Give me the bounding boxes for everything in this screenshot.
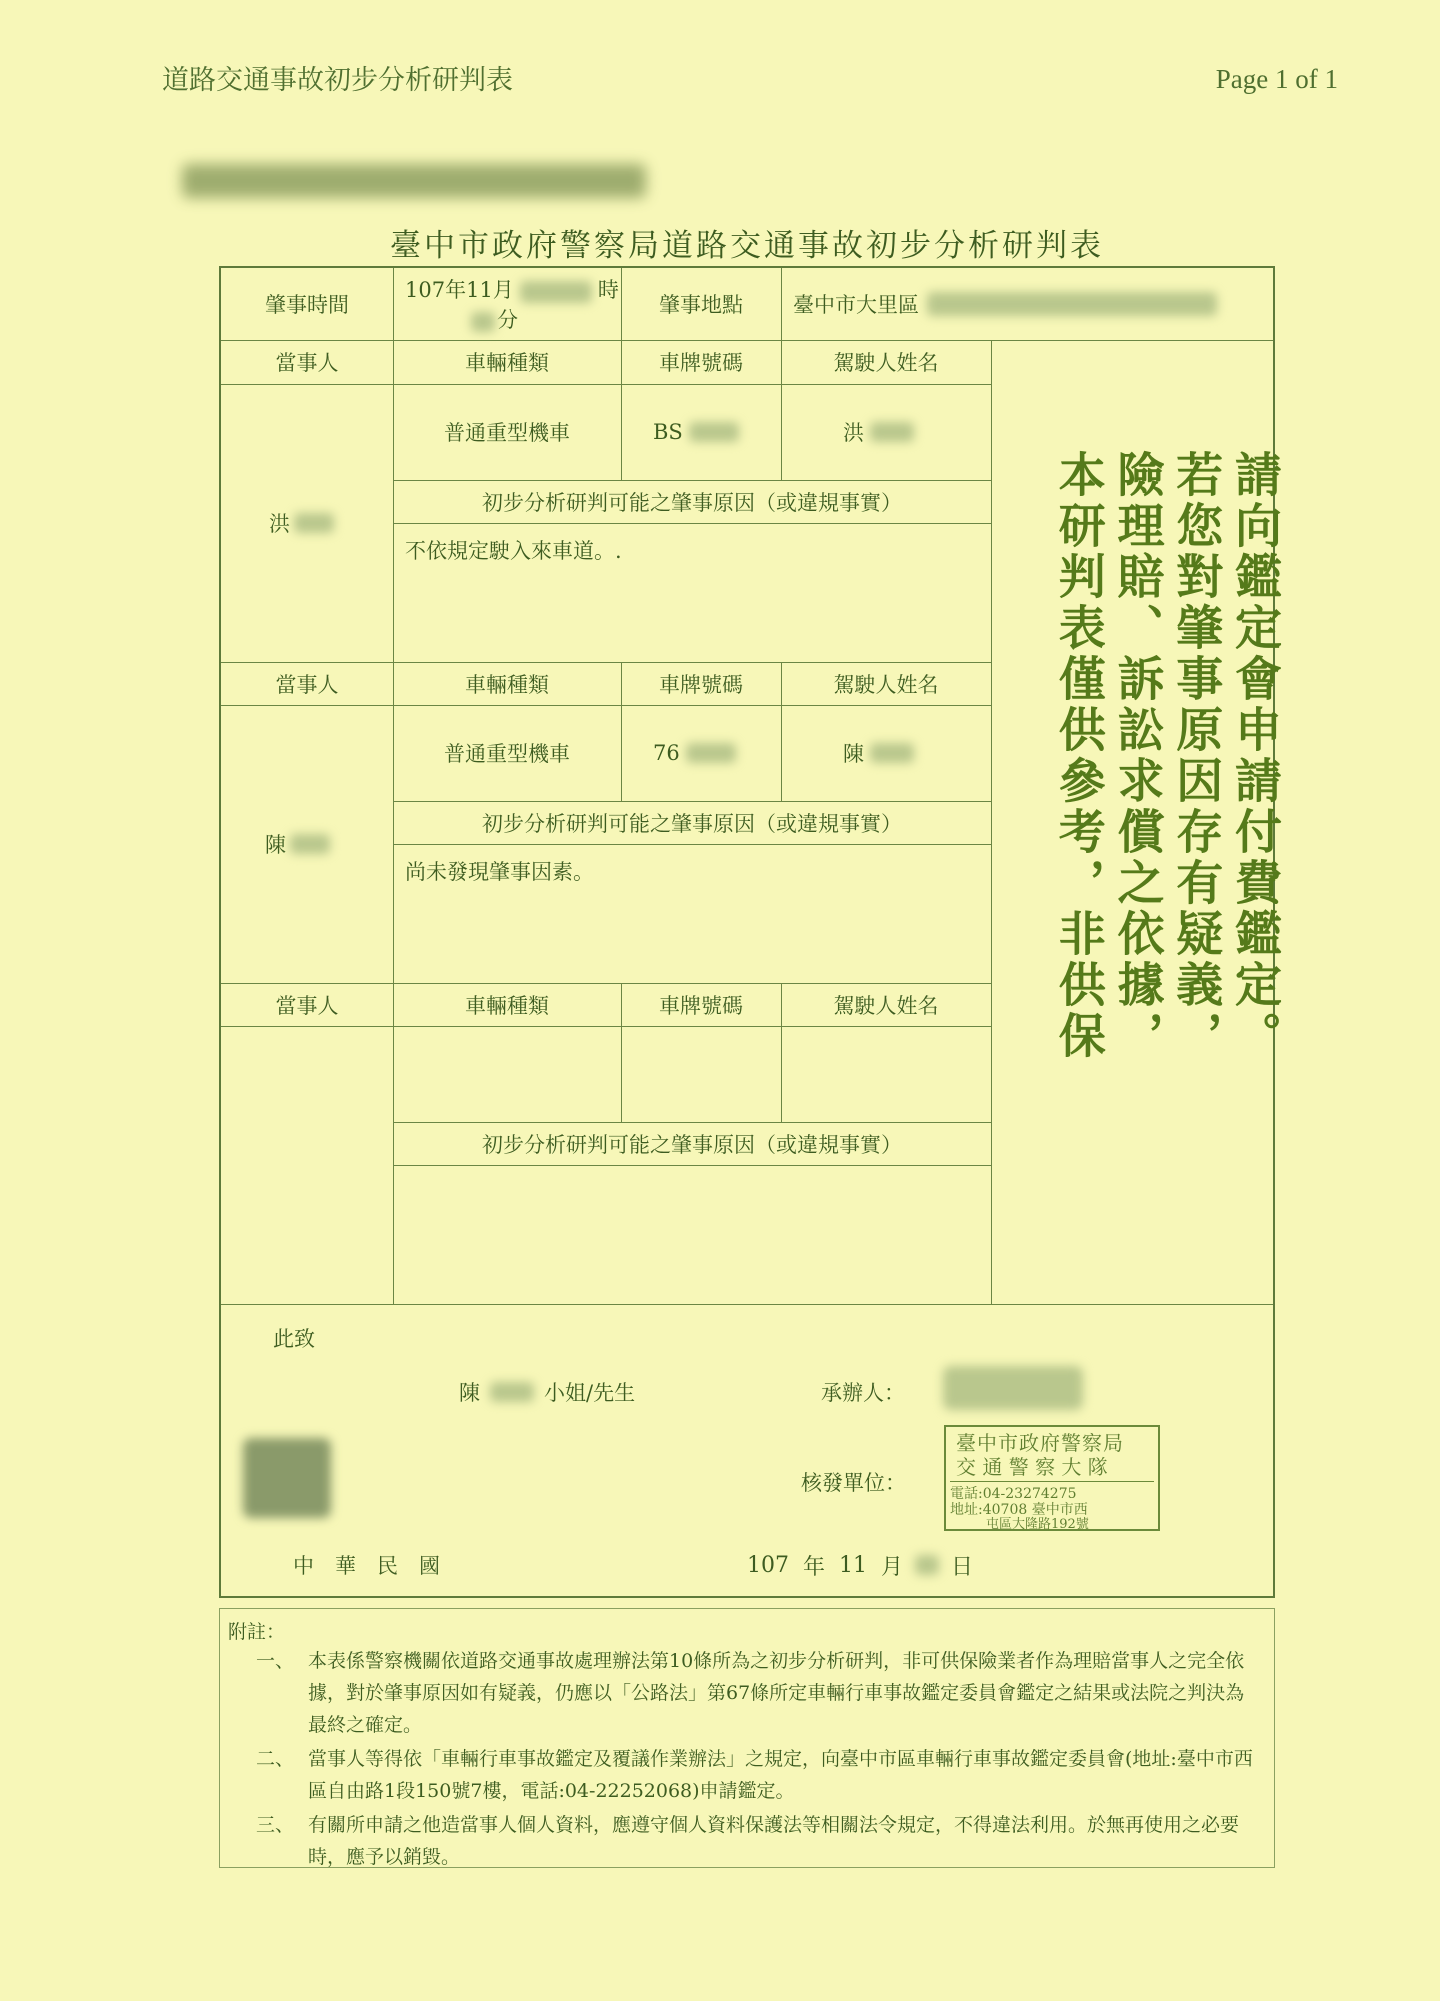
handler-signature [943,1366,1083,1410]
location-value [781,268,1273,340]
note-item: 三、 有關所申請之他造當事人個人資料，應遵守個人資料保護法等相關法令規定，不得違法利用。於無再使用之必要時，應予以銷毀。 [256,1814,1240,1868]
time-value [393,268,621,340]
row-line [221,1304,1273,1305]
row-line [221,1026,991,1027]
col-line [991,340,992,1304]
closing-greeting: 此致 [273,1327,315,1351]
driver-label: 駕駛人姓名 [833,351,939,375]
official-stamp: 臺中市政府警察局 交 通 警 察 大 隊 電話:04-23274275 地址:40708 臺中市西 屯區大隆路192號 [944,1425,1160,1531]
party-name: 陳 [221,705,393,983]
footnotes [219,1608,1275,1868]
party-label: 當事人 [275,351,339,375]
time-label: 肇事時間 [265,293,349,317]
date-country: 中 華 民 國 [293,1554,440,1578]
driver-value: 陳 [781,705,991,801]
vertical-notice [1048,450,1283,1210]
form-title: 臺中市政府警察局道路交通事故初步分析研判表 [390,228,1104,264]
plate-label: 車牌號碼 [659,672,743,697]
handler-label: 承辦人： [821,1381,905,1405]
notice-column: 請向鑑定會申請付費鑑定。 [1227,450,1282,1062]
driver-value: 洪 [781,384,991,480]
cause-label: 初步分析研判可能之肇事原因（或違規事實） [482,811,902,836]
vehicle-type-label: 車輛種類 [465,351,549,375]
redacted-line [182,164,646,198]
time-date: 107年11月 [405,278,514,302]
driver-label: 駕駛人姓名 [833,672,939,697]
note-item: 二、 當事人等得依「車輛行車事故鑑定及覆議作業辦法」之規定，向臺中市區車輛行車事故鑑定委員會(地址:臺中市西區自由路1段150號7樓，電話:04-22252068)申請鑑定。 [256,1748,1253,1802]
notice-column: 若您對肇事原因存有疑義， [1168,450,1224,1062]
notice-column: 本研判表僅供參考，非供保 [1050,450,1106,1062]
plate-value: 76 [621,705,781,801]
cause-value: 不依規定駛入來車道。. [405,539,622,563]
party-name: 洪 [221,384,393,662]
time-minute-unit: 分 [497,308,518,332]
recipient: 陳 小姐/先生 [459,1381,636,1405]
vehicle-type-label: 車輛種類 [465,993,549,1018]
cause-label: 初步分析研判可能之肇事原因（或違規事實） [482,490,902,515]
driver-label: 駕駛人姓名 [833,993,939,1018]
location-district: 臺中市大里區 [793,293,919,317]
party-label: 當事人 [275,993,339,1018]
plate-label: 車牌號碼 [659,993,743,1018]
row-line [393,1165,991,1166]
party-label: 當事人 [275,672,339,697]
location-label: 肇事地點 [659,293,743,317]
browser-print-title: 道路交通事故初步分析研判表 [162,65,513,95]
vehicle-type-label: 車輛種類 [465,672,549,697]
issuer-label: 核發單位： [801,1471,906,1495]
page-number: Page 1 of 1 [1215,64,1338,94]
time-hour-unit: 時 [597,278,619,302]
note-item: 一、 本表係警察機關依道路交通事故處理辦法第10條所為之初步分析研判，非可供保險業者作為理賠當事人之完全依據，對於肇事原因如有疑義，仍應以「公路法」第67條所定車輛行車事故鑑定委員會鑑定之結果或法院之判決為最終之確定。 [256,1650,1245,1736]
plate-value: BS [621,384,781,480]
issue-date: 107 年 11 月 日 [747,1552,974,1580]
vehicle-type-value: 普通重型機車 [444,742,570,766]
plate-label: 車牌號碼 [659,351,743,375]
notice-column: 險理賠、訴訟求償之依據， [1109,450,1165,1062]
notes-label: 附註： [228,1621,286,1643]
page-header [162,58,1338,98]
cause-label: 初步分析研判可能之肇事原因（或違規事實） [482,1132,902,1157]
cause-value: 尚未發現肇事因素。 [405,860,594,884]
vehicle-type-value: 普通重型機車 [444,421,570,445]
redacted-qr [243,1438,331,1518]
